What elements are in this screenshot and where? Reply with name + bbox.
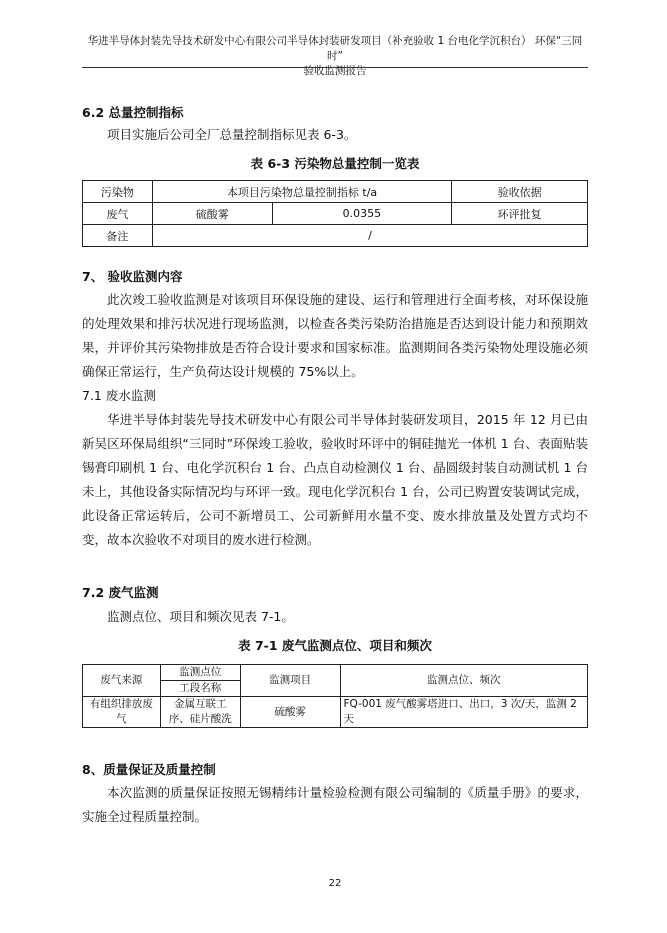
table-cell: 金属互联工序、硅片酸洗 [160, 697, 240, 728]
section-8-title: 8、质量保证及质量控制 [82, 762, 216, 777]
header-line-2: 验收监测报告 [303, 65, 367, 77]
table-row [83, 225, 588, 247]
table-7-1-caption: 表 7-1 废气监测点位、项目和频次 [238, 638, 432, 653]
section-7-1-title: 7.1 废水监测 [82, 388, 156, 403]
table-cell: 硫酸雾 [240, 697, 340, 728]
table-6-3 [82, 180, 588, 247]
table-header-cell: 本项目污染物总量控制指标 t/a [152, 181, 451, 203]
section-7-text: 此次竣工验收监测是对该项目环保设施的建设、运行和管理进行全面考核，对环保设施的处理效果和排污状况进行现场监测，以检查各类污染防治措施是否达到设计能力和预期效果，并评价其污染物排放是否符合设计要求和国家标准。监测期间各类污染物处理设施必须确保正常运行，生产负荷达设计规模的 75%以上。 [82, 292, 588, 379]
page-number: 22 [328, 878, 342, 889]
section-7-1-text: 华进半导体封装先导技术研发中心有限公司半导体封装研发项目，2015 年 12 月已由新吴区环保局组织“三同时”环保竣工验收，验收时环评中的铜硅抛光一体机 1 台、表面贴装锡膏印刷机 1 台、电化学沉积台 1 台、凸点自动检测仪 1 台、晶圆级封装自动测试机 1 台未上，其他设备实际情况均与环评一致。现电化学沉积台 1 台，公司已购置安装调试完成，此设备正常运转后，公司不新增员工、公司新鲜用水量不变、废水排放量及处置方式均不变，故本次验收不对项目的废水进行检测。 [82, 412, 588, 547]
table-header-cell: 监测项目 [240, 665, 340, 697]
table-cell: 环评批复 [452, 203, 588, 225]
table-cell: 硫酸雾 [152, 203, 272, 225]
table-header-cell: 工段名称 [160, 681, 240, 697]
table-header-cell: 废气来源 [83, 665, 161, 697]
section-6-2-text: 项目实施后公司全厂总量控制指标见表 6-3。 [107, 127, 357, 142]
section-7-2-title: 7.2 废气监测 [82, 585, 159, 600]
table-cell: 有组织排放废气 [83, 697, 161, 728]
table-header-cell: 监测点位 [160, 665, 240, 681]
section-6-2-title: 6.2 总量控制指标 [82, 105, 184, 120]
table-row [83, 181, 588, 203]
table-header-cell: 验收依据 [452, 181, 588, 203]
table-cell: 0.0355 [272, 203, 452, 225]
table-cell: 废气 [83, 203, 153, 225]
table-6-3-caption: 表 6-3 污染物总量控制一览表 [250, 156, 420, 171]
table-row [83, 697, 588, 728]
table-cell: / [152, 225, 587, 247]
table-row [83, 665, 588, 681]
table-header-cell: 监测点位、频次 [340, 665, 588, 697]
section-7-title: 7、 验收监测内容 [82, 269, 183, 284]
table-7-1 [82, 664, 588, 728]
table-cell: 备注 [83, 225, 153, 247]
table-row [83, 203, 588, 225]
section-7-2-text: 监测点位、项目和频次见表 7-1。 [107, 609, 294, 624]
table-cell: FQ-001 废气酸雾塔进口、出口，3 次/天，监测 2 天 [340, 697, 588, 728]
section-8-text: 本次监测的质量保证按照无锡精纬计量检验检测有限公司编制的《质量手册》的要求，实施全过程质量控制。 [82, 785, 588, 824]
page-header [82, 34, 588, 79]
header-line-1: 华进半导体封装先导技术研发中心有限公司半导体封装研发项目（补充验收 1 台电化学沉积台） 环保“三同时” [87, 35, 583, 62]
header-rule [82, 67, 588, 68]
table-header-cell: 污染物 [83, 181, 153, 203]
